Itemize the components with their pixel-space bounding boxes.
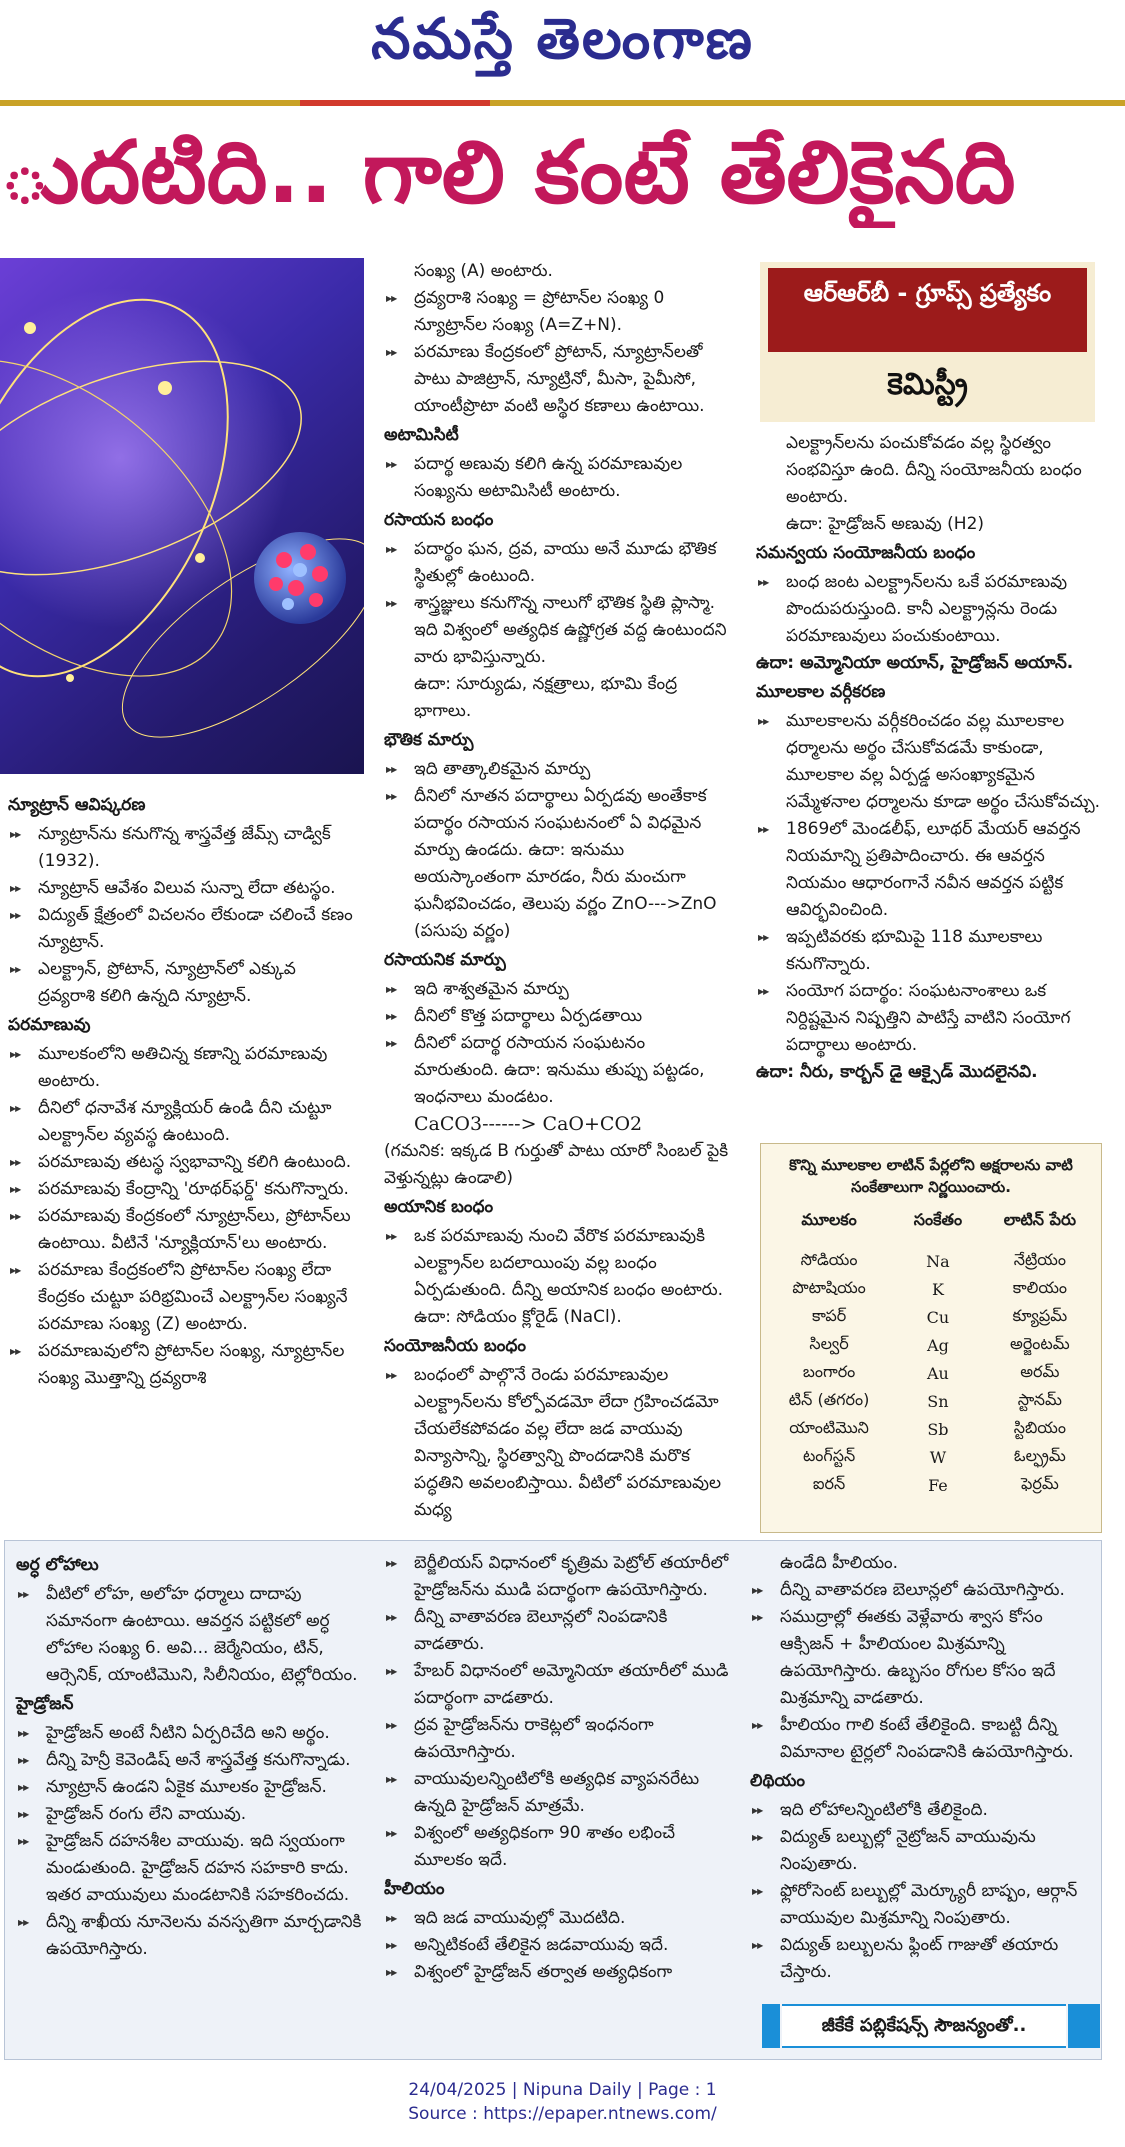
bullet-list <box>384 1550 739 1874</box>
table-cell: నేట్రియం <box>1013 1249 1066 1269</box>
latin-names-table <box>761 1206 1101 1499</box>
list-item: ▶▶ ఇది శాశ్వతమైన మార్పు <box>384 976 734 1003</box>
table-cell: యాంటిమొని <box>789 1417 869 1437</box>
continued-text: సంఖ్య (A) అంటారు. <box>414 261 553 281</box>
chemical-equation: CaCO3------> CaO+CO2 <box>414 1113 643 1135</box>
list-item: ▶▶ వాయువులన్నింటిలోకి అత్యధిక వ్యాపనరేటు ఉన్నది హైడ్రోజన్ మాత్రమే. <box>384 1766 739 1820</box>
article-headline: ుదటిది.. గాలి కంటే తేలికైనది <box>0 123 1016 223</box>
table-row <box>761 1303 1101 1331</box>
example-text: ఉదా: అమ్మోనియా అయాన్, హైడ్రోజన్ అయాన్. <box>756 653 1074 673</box>
bullet-list <box>384 756 734 945</box>
masthead-rule-accent <box>300 100 490 106</box>
table-row <box>761 1471 1101 1499</box>
table-cell: K <box>931 1279 944 1299</box>
credit-bar-left <box>762 2004 780 2048</box>
list-item: ▶▶ ద్రవ్యరాశి సంఖ్య = ప్రోటాన్‌ల సంఖ్య 0 న్యూట్రాన్‌ల సంఖ్య (A=Z+N). <box>384 285 734 339</box>
list-item: ▶▶ శాస్త్రజ్ఞులు కనుగొన్న నాలుగో భౌతిక స్థితి ప్లాస్మా. ఇది విశ్వంలో అత్యధిక ఉష్ణోగ్రత వద్ద ఉంటుందని వారు భావిస్తున్నారు. <box>384 590 734 671</box>
column-header: సంకేతం <box>913 1210 963 1229</box>
section-heading: లిథియం <box>750 1771 805 1791</box>
list-item: ▶▶ ఇప్పటివరకు భూమిపై 118 మూలకాలు కనుగొన్నారు. <box>756 924 1106 978</box>
list-item: ▶▶ హైడ్రోజన్ రంగు లేని వాయువు. <box>16 1801 371 1828</box>
subject-title: కెమిస్ట్రీ <box>887 367 968 402</box>
table-row <box>761 1387 1101 1415</box>
table-cell: Sn <box>927 1391 949 1411</box>
table-cell: టిన్ (తగరం) <box>788 1389 870 1409</box>
masthead-rule <box>0 100 1125 106</box>
section-heading: అటామిసిటీ <box>384 425 459 445</box>
section-heading: హైడ్రోజన్ <box>16 1694 74 1714</box>
table-cell: ఐరన్ <box>812 1473 846 1493</box>
list-item: ▶▶ విశ్వంలో అత్యధికంగా 90 శాతం లభించే మూలకం ఇదే. <box>384 1820 739 1874</box>
table-cell: పొటాషియం <box>792 1277 866 1297</box>
bullet-list <box>750 1577 1100 1766</box>
table-cell: స్టిబియం <box>1013 1417 1066 1437</box>
list-item: ▶▶ హైడ్రోజన్ అంటే నీటిని ఏర్పరిచేది అని అర్థం. <box>16 1720 371 1747</box>
credit-text: జీకేకే పబ్లికేషన్స్ సౌజన్యంతో.. <box>782 2004 1066 2048</box>
list-item: ▶▶ 1869లో మెండలీఫ్, లూథర్ మేయర్ ఆవర్తన నియమాన్ని ప్రతిపాదించారు. ఈ ఆవర్తన నియమం ఆధారంగానే నవీన ఆవర్తన పట్టిక ఆవిర్భవించింది. <box>756 816 1106 924</box>
footer-source-line <box>0 2102 1125 2126</box>
example-text: ఉదా: హైడ్రోజన్ అణువు (H2) <box>786 514 985 534</box>
bullet-list <box>16 1720 371 1963</box>
publisher-credit <box>760 2000 1102 2050</box>
table-cell: ఓల్ఫ్రమ్ <box>1013 1445 1066 1465</box>
column-2 <box>384 258 734 1524</box>
section-heading: రసాయన బంధం <box>384 510 494 530</box>
bullet-list <box>384 1362 734 1524</box>
list-item: ▶▶ న్యూట్రాన్ ఆవేశం విలువ సున్నా లేదా తటస్థం. <box>8 875 358 902</box>
list-item: ▶▶ పరమాణువులోని ప్రోటాన్‌ల సంఖ్య, న్యూట్రాన్‌ల సంఖ్య మొత్తాన్ని ద్రవ్యరాశి <box>8 1338 358 1392</box>
list-item: ▶▶ పరమాణు కేంద్రకంలో ప్రోటాన్, న్యూట్రాన్‌లతో పాటు పాజిట్రాన్, న్యూట్రినో, మీసా, పైమీసో, యాంటీప్రొటా వంటి అస్థిర కణాలు ఉంటాయి. <box>384 339 734 420</box>
section-heading: రసాయనిక మార్పు <box>384 950 506 970</box>
bullet-list <box>384 451 734 505</box>
list-item: ▶▶ పదార్థం ఘన, ద్రవ, వాయు అనే మూడు భౌతిక స్థితుల్లో ఉంటుంది. <box>384 536 734 590</box>
list-item: ▶▶ అన్నిటికంటే తేలికైన జడవాయువు ఇదే. <box>384 1932 739 1959</box>
bullet-list <box>750 1797 1100 1986</box>
list-item: ▶▶ పరమాణువు తటస్థ స్వభావాన్ని కలిగి ఉంటుంది. <box>8 1149 358 1176</box>
list-item: ▶▶ ఫ్లోరోసెంట్ బల్బుల్లో మెర్క్యూరీ బాష్పం, ఆర్గాన్ వాయువుల మిశ్రమాన్ని నింపుతారు. <box>750 1878 1100 1932</box>
bottom-column-1 <box>16 1550 371 1963</box>
list-item: ▶▶ న్యూట్రాన్ ఉండని ఏకైక మూలకం హైడ్రోజన్. <box>16 1774 371 1801</box>
section-heading: అర్ధ లోహాలు <box>16 1555 99 1575</box>
table-row <box>761 1359 1101 1387</box>
list-item: ▶▶ ద్రవ హైడ్రోజన్‌ను రాకెట్లలో ఇంధనంగా ఉపయోగిస్తారు. <box>384 1712 739 1766</box>
table-cell: కాలియం <box>1012 1277 1068 1297</box>
list-item: ▶▶ దీనిలో పదార్థ రసాయన సంఘటనం మారుతుంది. ఉదా: ఇనుము తుప్పు పట్టడం, ఇంధనాలు మండటం. <box>384 1030 734 1111</box>
table-cell: Fe <box>928 1475 948 1495</box>
table-cell: సిల్వర్ <box>809 1333 849 1353</box>
table-cell: అర్జెంటమ్ <box>1010 1333 1070 1353</box>
bullet-list <box>384 1905 739 1986</box>
table-cell: స్టానమ్ <box>1017 1389 1062 1409</box>
list-item: ▶▶ పరమాణువు కేంద్రకంలో న్యూట్రాన్‌లు, ప్రోటాన్‌లు ఉంటాయి. వీటినే 'న్యూక్లియాన్'లు అంటారు. <box>8 1203 358 1257</box>
table-row <box>761 1415 1101 1443</box>
table-cell: బంగారం <box>802 1361 856 1381</box>
table-cell: Sb <box>927 1419 949 1439</box>
table-header-row <box>761 1206 1101 1247</box>
latin-names-table-box <box>760 1143 1102 1533</box>
table-cell: Ag <box>927 1335 949 1355</box>
table-cell: Na <box>926 1251 950 1271</box>
credit-bar-right <box>1068 2004 1100 2048</box>
column-3 <box>756 430 1106 1086</box>
table-cell: టంగ్‌స్టన్ <box>802 1445 856 1465</box>
section-heading: అయానిక బంధం <box>384 1197 494 1217</box>
atom-orbits-icon <box>0 258 364 774</box>
list-item: ▶▶ హైడ్రోజన్ దహనశీల వాయువు. ఇది స్వయంగా మండుతుంది. హైడ్రోజన్ దహన సహకారి కాదు. ఇతర వాయువులు మండటానికి సహకరించదు. <box>16 1828 371 1909</box>
masthead <box>0 0 1125 100</box>
list-item: ▶▶ విద్యుత్ బల్బులను ఫ్లింట్ గాజుతో తయారు చేస్తారు. <box>750 1932 1100 1986</box>
bottom-column-3 <box>750 1550 1100 1986</box>
table-row <box>761 1247 1101 1275</box>
bullet-list <box>384 536 734 671</box>
column-1 <box>8 790 358 1392</box>
section-heading: మూలకాల వర్గీకరణ <box>756 682 886 702</box>
list-item: ▶▶ దీన్ని వాతావరణ బెలూన్లలో నింపడానికి వాడతారు. <box>384 1604 739 1658</box>
section-heading: న్యూట్రాన్ ఆవిష్కరణ <box>8 795 146 815</box>
bullet-list <box>384 1223 734 1331</box>
list-item: ▶▶ విశ్వంలో హైడ్రోజన్ తర్వాత అత్యధికంగా <box>384 1959 739 1986</box>
list-item: ▶▶ విద్యుత్ క్షేత్రంలో విచలనం లేకుండా చలించే కణం న్యూట్రాన్. <box>8 902 358 956</box>
list-item: ▶▶ న్యూట్రాన్‌ను కనుగొన్న శాస్త్రవేత్త జేమ్స్ చాడ్విక్ (1932). <box>8 821 358 875</box>
list-item: ▶▶ హేబర్ విధానంలో అమ్మోనియా తయారీలో ముడి పదార్థంగా వాడతారు. <box>384 1658 739 1712</box>
list-item: ▶▶ బంధ జంట ఎలక్ట్రాన్‌లను ఒకే పరమాణువు పొందుపరుస్తుంది. కానీ ఎలక్ట్రాన్లను రెండు పరమాణువులు పంచుకుంటాయి. <box>756 569 1106 650</box>
list-item: ▶▶ దీనిలో కొత్త పదార్థాలు ఏర్పడతాయి <box>384 1003 734 1030</box>
newspaper-logo: నమస్తే తెలంగాణ <box>371 6 754 72</box>
list-item: ▶▶ ఇది లోహాలన్నింటిలోకి తేలికైంది. <box>750 1797 1100 1824</box>
table-row <box>761 1275 1101 1303</box>
list-item: ▶▶ పరమాణువు కేంద్రాన్ని 'రూథర్‌ఫర్డ్' కనుగొన్నారు. <box>8 1176 358 1203</box>
series-title: ఆర్ఆర్‌బీ - గ్రూప్స్ ప్రత్యేకం <box>768 268 1087 352</box>
table-cell: ఫెర్రమ్ <box>1020 1473 1059 1493</box>
list-item: ▶▶ పదార్థ అణువు కలిగి ఉన్న పరమాణువుల సంఖ్యను అటామిసిటీ అంటారు. <box>384 451 734 505</box>
list-item: ▶▶ హీలియం గాలి కంటే తేలికైంది. కాబట్టి దీన్ని విమానాల టైర్లలో నింపడానికి ఉపయోగిస్తారు. <box>750 1712 1100 1766</box>
source-link[interactable]: https://epaper.ntnews.com/ <box>483 2104 717 2124</box>
section-heading: పరమాణువు <box>8 1015 91 1035</box>
section-heading: సమన్వయ సంయోజనీయ బంధం <box>756 543 976 563</box>
list-item: ▶▶ సంయోగ పదార్థం: సంఘటనాంశాలు ఒక నిర్దిష్టమైన నిష్పత్తిని పాటిస్తే వాటిని సంయోగ పదార్థాలు అంటారు. <box>756 978 1106 1059</box>
page-footer <box>0 2078 1125 2126</box>
footer-source-label: Source : <box>408 2104 484 2124</box>
bottom-column-2 <box>384 1550 739 1986</box>
list-item: ▶▶ దీనిలో నూతన పదార్థాలు ఏర్పడవు అంతేకాక పదార్థం రసాయన సంఘటనంలో ఏ విధమైన మార్పు ఉండదు. ఉదా: ఇనుము అయస్కాంతంగా మారడం, నీరు మంచుగా ఘనీభవించడం, తెలుపు వర్ణం ZnO--->ZnO (పసుపు వర్ణం) <box>384 783 734 945</box>
table-cell: సోడియం <box>800 1249 858 1269</box>
list-item: ▶▶ ఇది జడ వాయువుల్లో మొదటిది. <box>384 1905 739 1932</box>
list-item: ▶▶ వీటిలో లోహ, అలోహ ధర్మాలు దాదాపు సమానంగా ఉంటాయి. ఆవర్తన పట్టికలో అర్ధ లోహాల సంఖ్య 6. అవి... జెర్మేనియం, టిన్, ఆర్సెనిక్, యాంటిమొని, సిలీనియం, టెల్లోరియం. <box>16 1581 371 1689</box>
table-row <box>761 1443 1101 1471</box>
bullet-list <box>8 1041 358 1392</box>
list-item: ▶▶ ఇది తాత్కాలికమైన మార్పు <box>384 756 734 783</box>
list-item: ▶▶ బంధంలో పాల్గొనే రెండు పరమాణువుల ఎలక్ట్రాన్‌లను కోల్పోవడమో లేదా గ్రహించడమో చేయలేకపోవడం వల్ల లేదా జడ వాయువు విన్యాసాన్ని, స్థిరత్వాన్ని పొందడానికి మరొక పద్ధతిని అవలంబిస్తాయి. వీటిలో పరమాణువుల మధ్య <box>384 1362 734 1524</box>
footer-date-line: 24/04/2025 | Nipuna Daily | Page : 1 <box>408 2080 717 2100</box>
bullet-list <box>384 976 734 1111</box>
section-heading: సంయోజనీయ బంధం <box>384 1336 527 1356</box>
list-item: ▶▶ దీన్ని హెన్రీ కెవెండిష్ అనే శాస్త్రవేత్త కనుగొన్నాడు. <box>16 1747 371 1774</box>
bullet-list <box>8 821 358 1010</box>
list-item: ▶▶ దీన్ని వాతావరణ బెలూన్లలో ఉపయోగిస్తారు. <box>750 1577 1100 1604</box>
bullet-list <box>384 285 734 420</box>
list-item: ▶▶ దీనిలో ధనావేశ న్యూక్లియర్ ఉండి దీని చుట్టూ ఎలక్ట్రాన్‌ల వ్యవస్థ ఉంటుంది. <box>8 1095 358 1149</box>
table-cell: కాపర్ <box>811 1305 847 1325</box>
table-cell: Au <box>927 1363 949 1383</box>
table-cell: క్యూప్రమ్ <box>1012 1305 1068 1325</box>
table-cell: Cu <box>926 1307 950 1327</box>
series-banner <box>760 262 1095 422</box>
list-item: ▶▶ బెర్జీలియస్ విధానంలో కృత్రిమ పెట్రోల్ తయారీలో హైడ్రోజన్‌ను ముడి పదార్థంగా ఉపయోగిస్తారు. <box>384 1550 739 1604</box>
bullet-list <box>16 1581 371 1689</box>
section-heading: హీలియం <box>384 1879 445 1899</box>
table-cell: అరమ్ <box>1020 1361 1060 1381</box>
column-header: మూలకం <box>801 1210 857 1229</box>
table-cell: W <box>929 1447 947 1467</box>
list-item: ▶▶ మూలకాలను వర్గీకరించడం వల్ల మూలకాల ధర్మాలను అర్థం చేసుకోవడమే కాకుండా, మూలకాల వల్ల ఏర్పడ్డ అసంఖ్యాకమైన సమ్మేళనాల ధర్మాలను కూడా అర్థం చేసుకోవచ్చు. <box>756 708 1106 816</box>
list-item: ▶▶ మూలకంలోని అతిచిన్న కణాన్ని పరమాణువు అంటారు. <box>8 1041 358 1095</box>
list-item: ▶▶ పరమాణు కేంద్రకంలోని ప్రోటాన్‌ల సంఖ్య లేదా కేంద్రకం చుట్టూ పరిభ్రమించే ఎలక్ట్రాన్‌ల సంఖ్యనే పరమాణు సంఖ్య (Z) అంటారు. <box>8 1257 358 1338</box>
list-item: ▶▶ విద్యుత్ బల్బుల్లో నైట్రోజన్ వాయువును నింపుతారు. <box>750 1824 1100 1878</box>
example-text: ఉదా: నీరు, కార్బన్ డై ఆక్సైడ్ మొదలైనవి. <box>756 1062 1038 1082</box>
continued-text: ఎలక్ట్రాన్‌లను పంచుకోవడం వల్ల స్థిరత్వం సంభవిస్తూ ఉంది. దీన్ని సంయోజనీయ బంధం అంటారు. <box>786 433 1082 507</box>
section-heading: భౌతిక మార్పు <box>384 730 474 750</box>
list-item: ▶▶ ఎలక్ట్రాన్, ప్రోటాన్, న్యూట్రాన్‌లో ఎక్కువ ద్రవ్యరాశి కలిగి ఉన్నది న్యూట్రాన్. <box>8 956 358 1010</box>
table-row <box>761 1331 1101 1359</box>
atom-illustration <box>0 258 364 774</box>
list-item: ▶▶ సముద్రాల్లో ఈతకు వెళ్లేవారు శ్వాస కోసం ఆక్సిజన్ + హీలియంల మిశ్రమాన్ని ఉపయోగిస్తారు. ఉబ్బసం రోగుల కోసం ఇదే మిశ్రమాన్ని వాడతారు. <box>750 1604 1100 1712</box>
bullet-list <box>756 569 1106 650</box>
column-header: లాటిన్ పేరు <box>1003 1210 1077 1229</box>
continued-text: ఉండేది హీలియం. <box>780 1553 899 1573</box>
list-item: ▶▶ దీన్ని శాఖీయ నూనెలను వనస్పతిగా మార్చడానికి ఉపయోగిస్తారు. <box>16 1909 371 1963</box>
note-text: (గమనిక: ఇక్కడ B గుర్తుతో పాటు యారో సింబల్ పైకి వెళ్తున్నట్లు ఉండాలి) <box>384 1141 729 1188</box>
example-text: ఉదా: సూర్యుడు, నక్షత్రాలు, భూమి కేంద్ర భాగాలు. <box>414 674 678 721</box>
table-caption: కొన్ని మూలకాల లాటిన్ పేర్లలోని అక్షరాలను వాటి సంకేతాలుగా నిర్ణయించారు. <box>789 1156 1073 1196</box>
bullet-list <box>756 708 1106 1059</box>
list-item: ▶▶ ఒక పరమాణువు నుంచి వేరొక పరమాణువుకి ఎలక్ట్రాన్‌ల బదలాయింపు వల్ల బంధం ఏర్పడుతుంది. దీన్ని అయానిక బంధం అంటారు. ఉదా: సోడియం క్లోరైడ్ (NaCl). <box>384 1223 734 1331</box>
